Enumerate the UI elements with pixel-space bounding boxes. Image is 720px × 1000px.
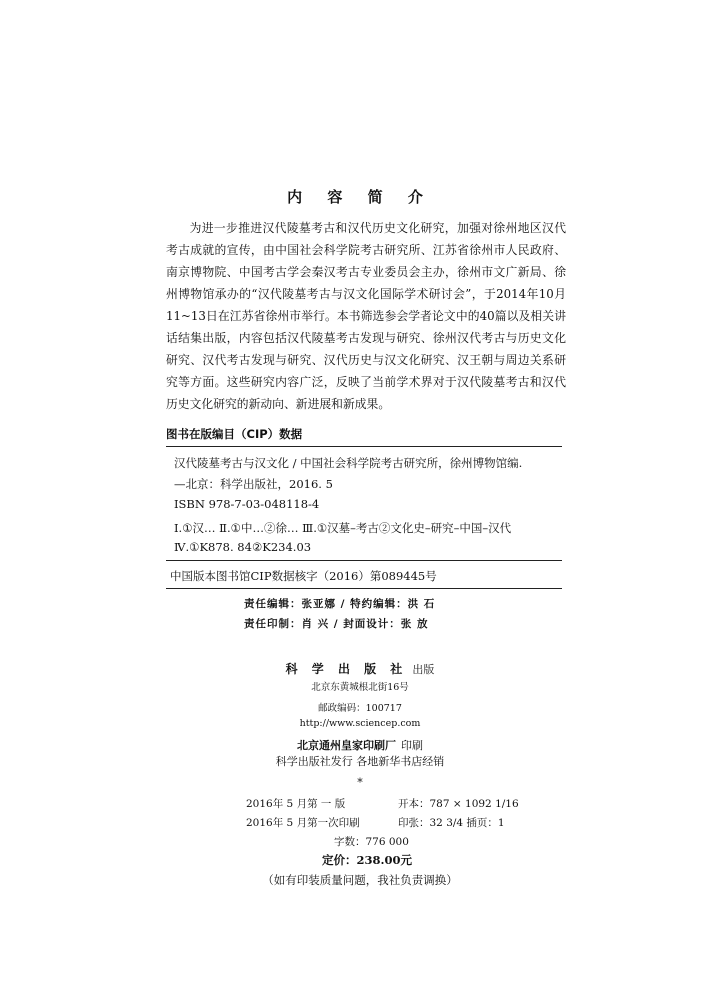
price-value: 238.00元 [356,853,413,867]
word-count: 字数：776 000 [334,836,409,848]
cip-top-rule [166,446,562,447]
cip-title-line: 汉代陵墓考古与汉文化 / 中国社会科学院考古研究所，徐州博物馆编. [174,456,523,470]
publisher-suffix: 出版 [412,663,435,676]
printer-name: 北京通州皇家印刷厂 [296,739,396,752]
publisher-postcode: 邮政编码：100717 [318,703,402,714]
sheets-line: 印张：32 3/4 插页：1 [398,817,505,829]
publisher-address: 北京东黄城根北街16号 [311,682,409,693]
cip-mid-rule [166,560,562,561]
publisher-line [0,658,720,677]
cip-classification-2: Ⅳ.①K878. 84②K234.03 [174,540,312,554]
publisher-name: 科 学 出 版 社 [285,662,408,676]
edition-line: 2016年 5 月第 一 版 [246,798,346,810]
printer-suffix: 印刷 [401,739,424,752]
quality-note: （如有印装质量问题，我社负责调换） [262,873,458,887]
format-line: 开本：787 × 1092 1/16 [398,798,519,810]
editors-credit: 责任编辑：张亚娜 / 特约编辑：洪 石 [244,598,436,610]
publisher-url: http://www.sciencep.com [299,718,421,729]
distribution-line: 科学出版社发行 各地新华书店经销 [275,755,445,768]
price-label: 定价： [322,853,357,867]
intro-text [166,217,566,415]
price-line [322,852,412,868]
intro-title: 内 容 简 介 [287,188,433,206]
printer-line [0,734,720,753]
cip-record-number: 中国版本图书馆CIP数据核字（2016）第089445号 [170,569,437,583]
cip-bottom-rule [166,588,562,589]
intro-paragraph: 为进一步推进汉代陵墓考古和汉代历史文化研究，加强对徐州地区汉代考古成就的宣传，由中国社会科学院考古研究所、江苏省徐州市人民政府、南京博物院、中国考古学会秦汉考古专业委员会主办，徐州市文广新局、徐州博物馆承办的“汉代陵墓考古与汉文化国际学术研讨会”，于2014年10月11~13日在江苏省徐州市举行。本书筛选参会学者论文中的40篇以及相关讲话结集出版，内容包括汉代陵墓考古发现与研究、徐州汉代考古与历史文化研究、汉代考古发现与研究、汉代历史与汉文化研究、汉王朝与周边关系研究等方面。这些研究内容广泛，反映了当前学术界对于汉代陵墓考古和汉代历史文化研究的新动向、新进展和新成果。 [166,221,566,411]
cip-heading: 图书在版编目（CIP）数据 [166,427,303,441]
separator-star: * [357,776,363,789]
print-credit: 责任印制：肖 兴 / 封面设计：张 放 [244,618,429,630]
cip-classification-1: Ⅰ.①汉… Ⅱ.①中…②徐… Ⅲ.①汉墓–考古②文化史–研究–中国–汉代 [174,521,512,535]
printing-line: 2016年 5 月第一次印刷 [246,817,360,829]
cip-isbn: ISBN 978-7-03-048118-4 [174,497,320,511]
cip-publisher-line: —北京：科学出版社，2016. 5 [174,477,333,491]
